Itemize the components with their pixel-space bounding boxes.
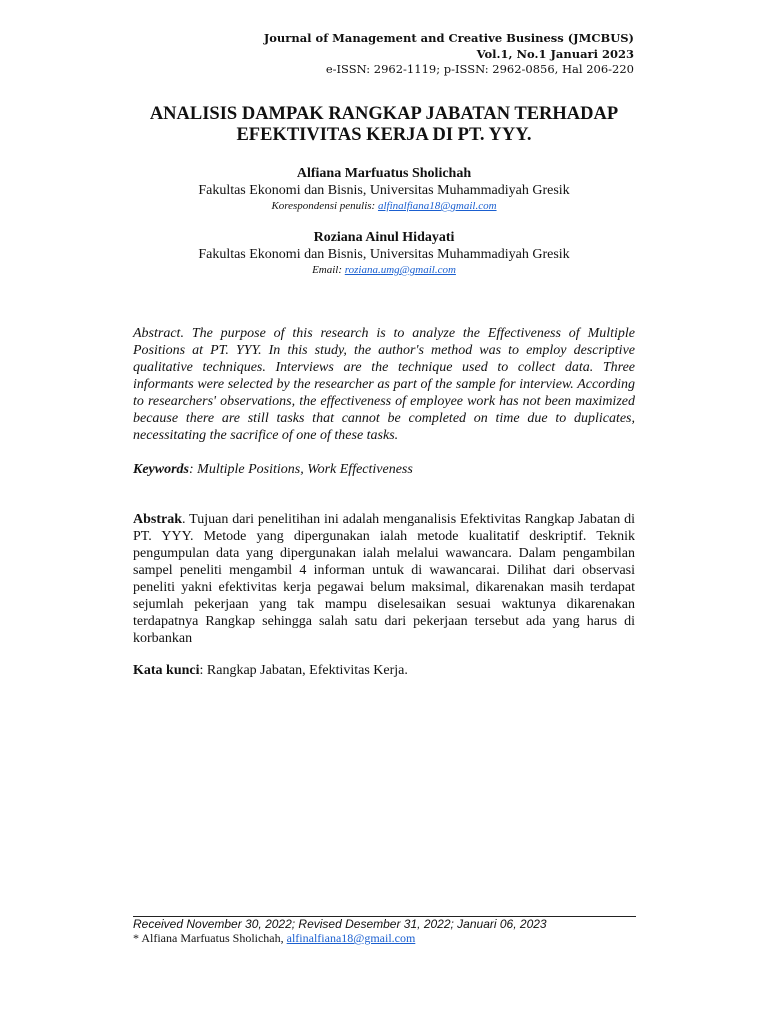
- keywords-indonesian: [133, 662, 635, 679]
- contact-label: Email:: [312, 264, 345, 276]
- keywords-text: : Multiple Positions, Work Effectiveness: [189, 462, 413, 477]
- abstract-text: . The purpose of this research is to analyze the Effectiveness of Multiple Positions at PT. YYY. In this study, the author's method was to employ descriptive qualitative techniques. Interviews are the technique used to collect data. Three informants were selected by the researcher as part of the sample for interview. According to researchers' observations, the effectiveness of employee work has not been maximized because there are still tasks that cannot be completed on time due to duplicates, necessitating the sacrifice of one of these tasks.: [133, 326, 635, 443]
- author-email-link[interactable]: alfinalfiana18@gmail.com: [377, 200, 497, 212]
- abstract-english: [133, 325, 635, 444]
- abstrak-text: . Tujuan dari penelitihan ini adalah menganalisis Efektivitas Rangkap Jabatan di PT. YYY. Metode yang dipergunakan ialah metode kualitatif deskriptif. Teknik pengumpulan data yang dipergunakan ialah melalui wawancara. Dalam pengambilan sampel peneliti mengambil 4 informan untuk di wawancarai. Dilihat dari observasi peneliti yakni efektivitas kerja pegawai belum maksimal, dikarenakan masih terdapat sejumlah pekerjaan yang tak mampu diselesaikan sesuai waktunya dikarenakan terdapatnya Rangkap sehingga salah satu dari pekerjaan tersebut ada yang harus di korbankan: [133, 512, 635, 646]
- keywords-english: [133, 461, 635, 478]
- author-affiliation: Fakultas Ekonomi dan Bisnis, Universitas Muhammadiyah Gresik: [198, 247, 570, 262]
- paper-title-line-2: EFEKTIVITAS KERJA DI PT. YYY.: [236, 125, 532, 145]
- abstract-label: Abstract: [133, 326, 181, 341]
- abstrak-label: Abstrak: [133, 512, 183, 527]
- kata-kunci-label: Kata kunci: [133, 663, 200, 678]
- journal-volume: Vol.1, No.1 Januari 2023: [476, 46, 634, 61]
- author-block-1: [133, 165, 635, 214]
- journal-issn: e-ISSN: 2962-1119; p-ISSN: 2962-0856, Hal 206-220: [325, 62, 634, 76]
- received-dates: Received November 30, 2022; Revised Desember 31, 2022; Januari 06, 2023: [133, 917, 547, 931]
- author-email-link[interactable]: roziana.umg@gmail.com: [344, 264, 456, 276]
- author-contact: [133, 263, 635, 278]
- author-block-2: [133, 229, 635, 278]
- abstract-indonesian: [133, 511, 635, 647]
- paper-title-line-1: ANALISIS DAMPAK RANGKAP JABATAN TERHADAP: [149, 104, 619, 124]
- author-name: Roziana Ainul Hidayati: [313, 230, 455, 245]
- author-contact: [133, 199, 635, 214]
- contact-label: Korespondensi penulis:: [271, 200, 378, 212]
- author-affiliation: Fakultas Ekonomi dan Bisnis, Universitas Muhammadiyah Gresik: [198, 183, 570, 198]
- corresponding-footnote: [133, 931, 415, 945]
- footnote-email-link[interactable]: alfinalfiana18@gmail.com: [286, 931, 416, 945]
- journal-header: [264, 31, 634, 78]
- journal-name: Journal of Management and Creative Business (JMCBUS): [263, 31, 634, 45]
- kata-kunci-text: : Rangkap Jabatan, Efektivitas Kerja.: [199, 663, 408, 678]
- footnote-author: * Alfiana Marfuatus Sholichah,: [133, 931, 287, 945]
- paper-title: [133, 104, 635, 146]
- author-name: Alfiana Marfuatus Sholichah: [296, 166, 472, 181]
- keywords-label: Keywords: [133, 462, 189, 477]
